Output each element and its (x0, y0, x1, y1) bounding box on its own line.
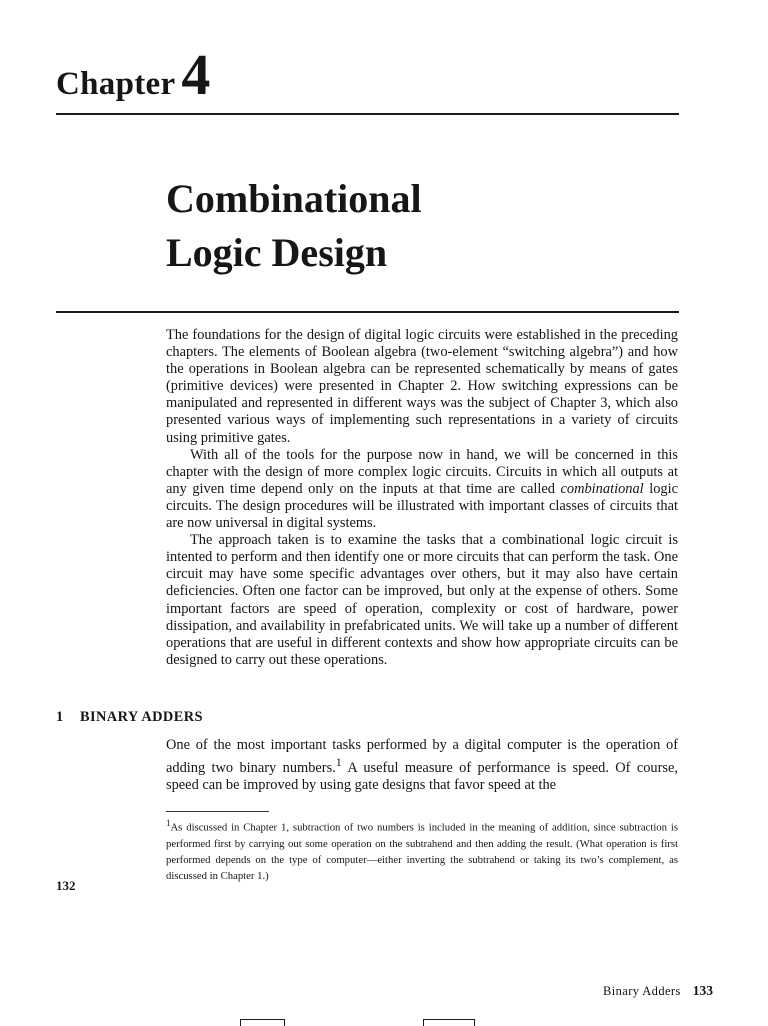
section-paragraph (166, 737, 678, 794)
section-heading (56, 709, 203, 726)
chapter-label: Chapter (56, 66, 176, 102)
running-footer (603, 983, 713, 999)
footnote-rule (166, 811, 269, 812)
section-title: BINARY ADDERS (80, 709, 203, 725)
intro-paragraph-1: The foundations for the design of digital logic circuits were established in the preceding chapters. The elements of Boolean algebra (two-element “switching algebra”) and how the operations in Boolean algebra can be represented schematically by means of gates (primitive devices) were presented in Chapter 2. How switching expressions can be manipulated and represented in different ways was the subject of Chapter 3, which also presented various ways of implementing such representations in a variety of circuits using primitive gates. (166, 327, 678, 446)
intro-paragraph-2-end: logic circuits. The design procedures will be illustrated with important classes of circuits that are now universal in digital systems. (166, 480, 679, 532)
bottom-edge-box (240, 1019, 285, 1026)
footnote-marker: 1 (166, 818, 171, 828)
section-paragraph-start: One of the most important tasks performed by a digital computer is the operation of adding two binary numbers. (166, 737, 678, 776)
intro-text (166, 327, 678, 669)
chapter-heading (56, 42, 211, 107)
top-rule (56, 113, 679, 115)
combinational-term: combinational (560, 480, 644, 497)
title-rule (56, 311, 679, 313)
chapter-title-line-2: Logic Design (166, 230, 388, 275)
footnote-text: As discussed in Chapter 1, subtraction of two numbers is included in the meaning of addition, since subtraction is performed first by carrying out some operation on the subtrahend and then adding the result. (What operation is first performed depends on the type of computer—either inverting the subtrahend or taking its two’s complement, as discussed in Chapter 1.) (166, 821, 678, 882)
intro-paragraph-2 (166, 447, 678, 532)
intro-paragraph-2-start: With all of the tools for the purpose now in hand, we will be concerned in this chapter with the design of more complex logic circuits. Circuits in which all outputs at any given time depend only on the inputs at that time are called (166, 446, 678, 497)
intro-paragraph-3: The approach taken is to examine the tasks that a combinational logic circuit is intented to perform and then identify one or more circuits that can perform the task. One circuit may have some specific advantages over others, but it may also have certain deficiencies. Often one factor can be improved, but only at the expense of others. Some important factors are speed of operation, complexity or cost of hardware, power dissipation, and availability in prefabricated units. We will take up a number of different operations that are useful in different contexts and show how appropriate circuits can be designed to carry out these operations. (166, 532, 678, 668)
footnote-reference: 1 (335, 755, 342, 770)
section-text (166, 737, 678, 794)
section-paragraph-end: A useful measure of performance is speed. Of course, speed can be improved by using gate designs that favor speed at the (166, 759, 678, 793)
chapter-title (166, 172, 422, 280)
page-number-right: 133 (692, 983, 713, 998)
bottom-edge-box (423, 1019, 475, 1026)
chapter-title-line-1: Combinational (166, 176, 422, 221)
page-number-left: 132 (56, 878, 76, 893)
chapter-number: 4 (181, 42, 211, 107)
section-number: 1 (56, 709, 64, 725)
footnote (166, 815, 678, 884)
running-title: Binary Adders (602, 984, 681, 998)
